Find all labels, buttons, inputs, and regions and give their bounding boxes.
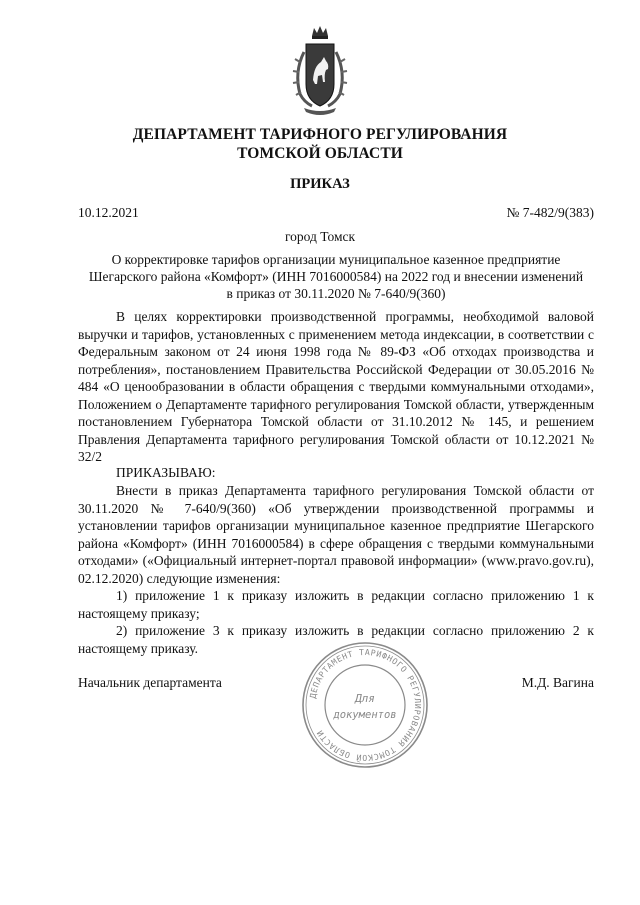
preamble-paragraph: В целях корректировки производственной программы, необходимой валовой выручки и тарифов, установленных с применением метода индексации, в соответствии с Федеральным законом от 24 июня 1998 года № 89-ФЗ «Об отходах производства и потребления», постановлением Правительства Российской Федерации от 30.05.2016 № 484 «О ценообразовании в области обращения с твердыми коммунальными отходами», Положением о Департаменте тарифного регулирования Томской области, утвержденным постановлением Губернатора Томской области от 31.10.2012 № 145, и решением Правления Департамента тарифного регулирования Томской области от 10.12.2021 № 32/2 — [78, 309, 594, 464]
order-body — [78, 482, 594, 657]
order-word: ПРИКАЗЫВАЮ: — [116, 465, 216, 480]
body-paragraph-2: 1) приложение 1 к приказу изложить в редакции согласно приложению 1 к настоящему приказу; — [78, 588, 594, 621]
department-name-line1: ДЕПАРТАМЕНТ ТАРИФНОГО РЕГУЛИРОВАНИЯ — [132, 126, 508, 143]
document-date: 10.12.2021 — [78, 205, 139, 220]
svg-text:Для: Для — [355, 692, 375, 705]
body-paragraph-3: 2) приложение 3 к приказу изложить в редакции согласно приложению 2 к настоящему приказу. — [78, 623, 594, 656]
stamp-seal-icon — [300, 640, 430, 770]
document-number: № 7-482/9(383) — [506, 205, 594, 220]
coat-of-arms-icon — [290, 22, 350, 118]
signatory-position: Начальник департамента — [78, 675, 222, 690]
department-name — [60, 125, 580, 163]
subject-line3: в приказ от 30.11.2020 № 7-640/9(360) — [226, 286, 446, 301]
subject-line2: Шегарского района «Комфорт» (ИНН 7016000584) на 2022 год и внесении изменений — [88, 269, 584, 284]
body-paragraph-1: Внести в приказ Департамента тарифного регулирования Томской области от 30.11.2020 № 7-640/9(360) «Об утверждении производственной программы и установлении тарифов организации муниципальное казенное предприятие Шегарского района «Комфорт» (ИНН 7016000584) в сфере обращения с твердыми коммунальными отходами» («Официальный интернет-портал правовой информации» (www.pravo.gov.ru), 02.12.2020) следующие изменения: — [78, 483, 594, 586]
document-type: ПРИКАЗ — [290, 176, 350, 192]
svg-text:ДЕПАРТАМЕНТ ТАРИФНОГО РЕГУЛИРО: ДЕПАРТАМЕНТ ТАРИФНОГО РЕГУЛИРОВАНИЯ ТОМСКОЙ ОБЛАСТИ — [307, 646, 424, 764]
subject-line1: О корректировке тарифов организации муниципальное казенное предприятие — [111, 252, 561, 267]
document-city: город Томск — [284, 229, 356, 244]
svg-text:документов: документов — [333, 709, 397, 721]
document-subject — [78, 251, 594, 302]
department-name-line2: ТОМСКОЙ ОБЛАСТИ — [237, 145, 403, 162]
signatory-name: М.Д. Вагина — [521, 675, 594, 690]
